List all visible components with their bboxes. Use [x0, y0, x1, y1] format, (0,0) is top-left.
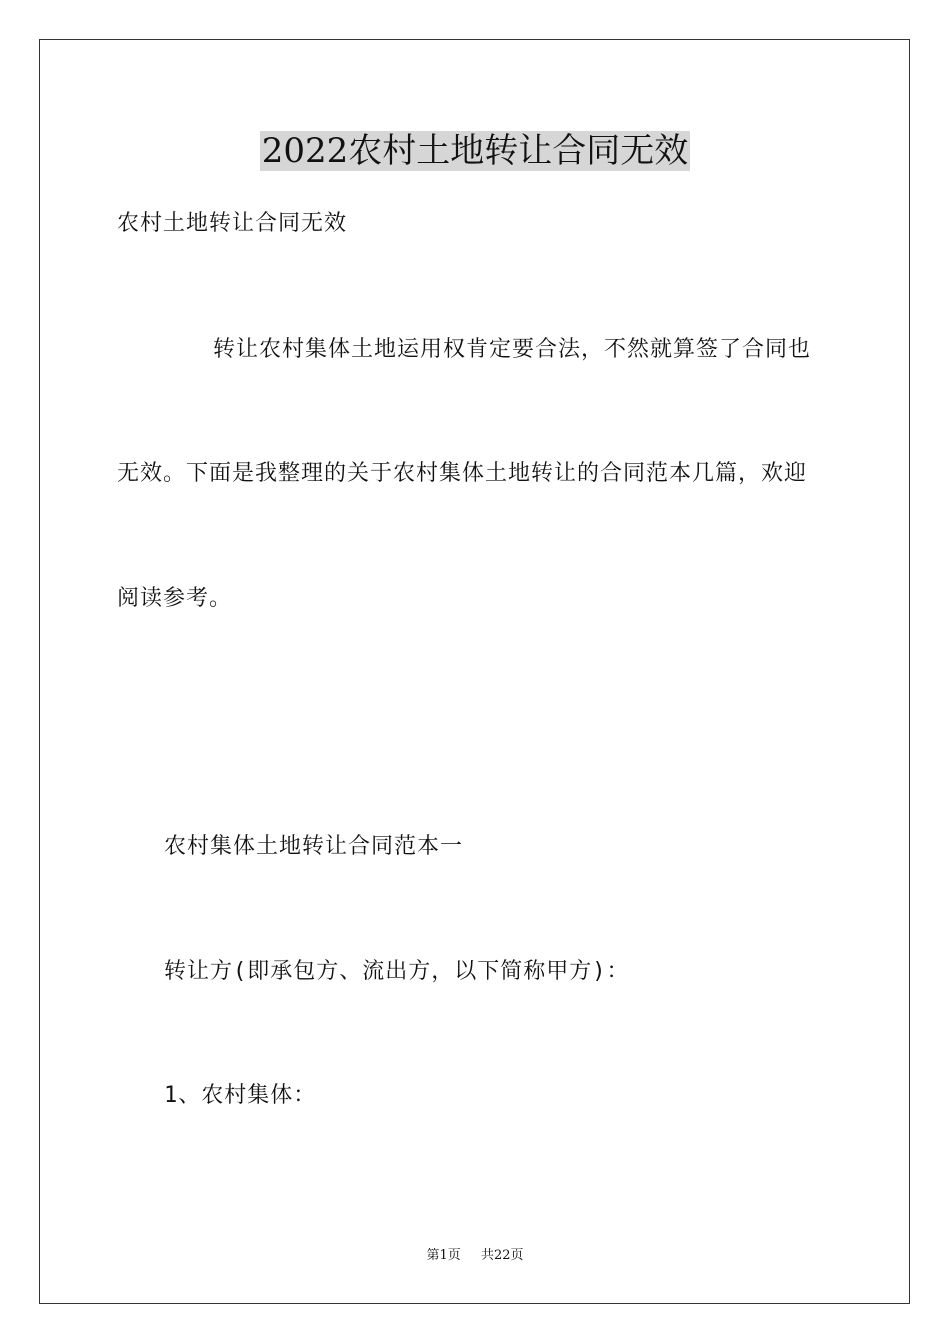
page-number-current: 第1页 [426, 1248, 461, 1263]
intro-paragraph-line-1: 转让农村集体土地运用权肯定要合法，不然就算签了合同也 [213, 337, 812, 362]
section-heading: 农村集体土地转让合同范本一 [164, 834, 464, 859]
transferor-label: 转让方(即承包方、流出方，以下简称甲方)： [164, 959, 630, 984]
document-title [0, 127, 950, 175]
intro-paragraph-line-2: 无效。下面是我整理的关于农村集体土地转让的合同范本几篇，欢迎 [117, 461, 808, 486]
page-number-total: 共22页 [480, 1248, 524, 1263]
document-title-text: 2022农村土地转让合同无效 [261, 131, 689, 171]
list-item: 1、农村集体： [164, 1083, 317, 1108]
intro-paragraph-line-3: 阅读参考。 [117, 586, 233, 611]
document-subtitle: 农村土地转让合同无效 [117, 211, 348, 236]
page-footer [0, 1247, 950, 1265]
